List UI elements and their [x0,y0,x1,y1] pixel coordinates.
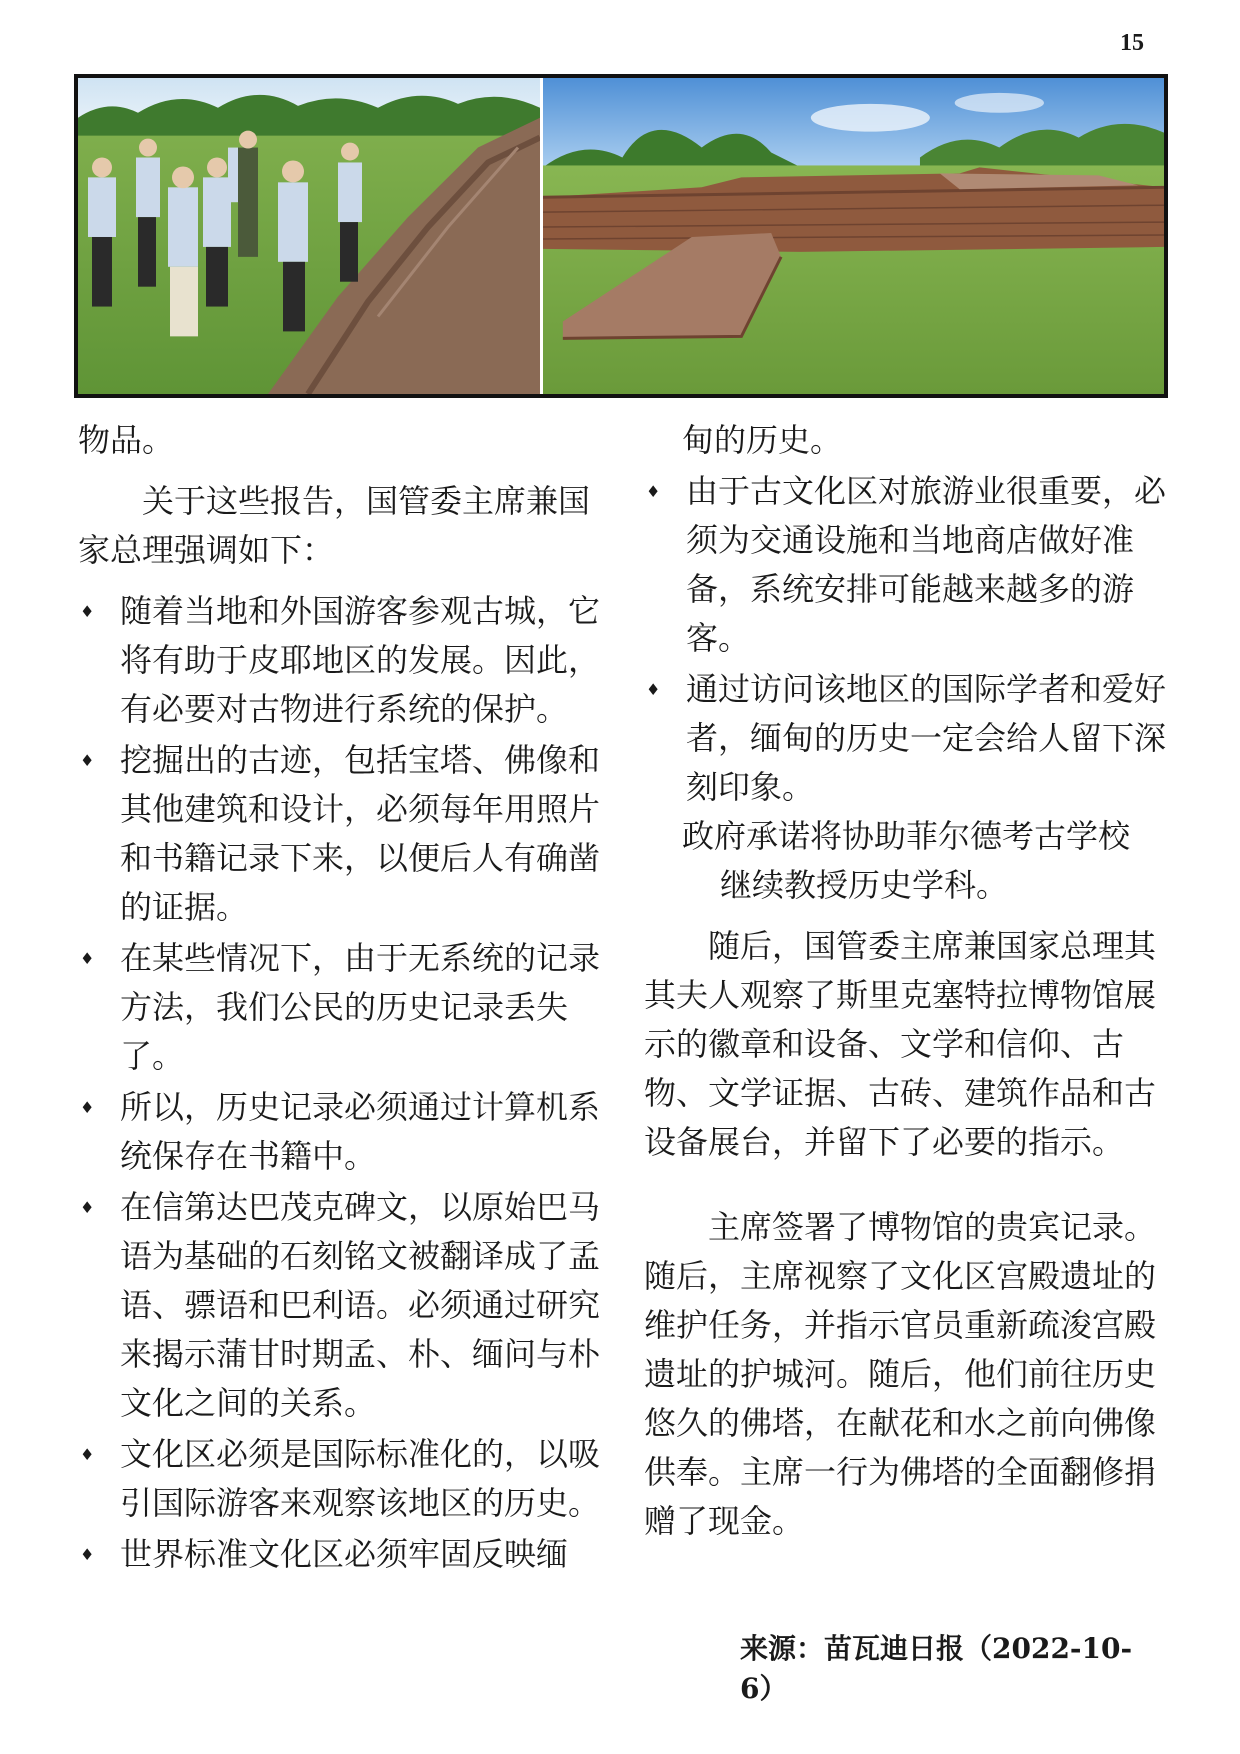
officials-at-ruins-photo [78,78,543,394]
diamond-bullet-icon: ♦ [80,1545,95,1564]
intro-paragraph: 关于这些报告，国管委主席兼国家总理强调如下： [78,482,591,569]
source-citation: 来源：苗瓦迪日报（2022-10-6） [740,1632,1133,1705]
diamond-bullet-icon: ♦ [80,1098,95,1117]
list-item: ♦ 随着当地和外国游客参观古城，它将有助于皮耶地区的发展。因此，有必要对古物进行系统的保护。 [78,587,604,734]
diamond-bullet-icon: ♦ [80,1198,95,1217]
government-commitment: 政府承诺将协助菲尔德考古学校 继续教授历史学科。 [682,817,1131,904]
list-item: ♦ 在某些情况下，由于无系统的记录方法，我们公民的历史记录丢失了。 [78,934,604,1081]
list-item: ♦ 在信第达巴茂克碑文，以原始巴马语为基础的石刻铭文被翻译成了孟语、骠语和巴利语。必须通过研究来揭示蒲甘时期孟、朴、缅问与朴文化之间的关系。 [78,1183,604,1428]
carry-over-text: 物品。 [78,421,175,459]
bullet-list-right [644,467,1172,812]
diamond-bullet-icon: ♦ [80,602,95,621]
brick-ruins-photo [543,78,1164,394]
diamond-bullet-icon: ♦ [80,1445,95,1464]
list-item: ♦ 由于古文化区对旅游业很重要，必须为交通设施和当地商店做好准备，系统安排可能越来越多的游客。 [644,467,1172,663]
photo-strip [74,74,1168,398]
carry-over-text: 甸的历史。 [682,421,843,459]
page-number: 15 [1120,30,1144,56]
diamond-bullet-icon: ♦ [646,680,661,699]
diamond-bullet-icon: ♦ [80,751,95,770]
list-item: ♦ 挖掘出的古迹，包括宝塔、佛像和其他建筑和设计，必须每年用照片和书籍记录下来，以便后人有确凿的证据。 [78,736,604,932]
right-column [644,416,1172,1546]
museum-paragraph: 随后，国管委主席兼国家总理其其夫人观察了斯里克塞特拉博物馆展示的徽章和设备、文学和信仰、古物、文学证据、古砖、建筑作品和古设备展台，并留下了必要的指示。 [644,927,1157,1161]
list-item: ♦ 所以，历史记录必须通过计算机系统保存在书籍中。 [78,1083,604,1181]
diamond-bullet-icon: ♦ [646,482,661,501]
list-item: ♦ 通过访问该地区的国际学者和爱好者，缅甸的历史一定会给人留下深刻印象。 [644,665,1172,812]
visit-paragraph: 主席签署了博物馆的贵宾记录。随后，主席视察了文化区宫殿遗址的维护任务，并指示官员重新疏浚宫殿遗址的护城河。随后，他们前往历史悠久的佛塔，在献花和水之前向佛像供奉。主席一行为佛塔的全面翻修捐赠了现金。 [644,1208,1157,1540]
list-item: ♦ 文化区必须是国际标准化的，以吸引国际游客来观察该地区的历史。 [78,1430,604,1528]
list-item: ♦ 世界标准文化区必须牢固反映缅 [78,1530,604,1579]
left-column [78,416,604,1579]
diamond-bullet-icon: ♦ [80,949,95,968]
bullet-list-left [78,587,604,1579]
